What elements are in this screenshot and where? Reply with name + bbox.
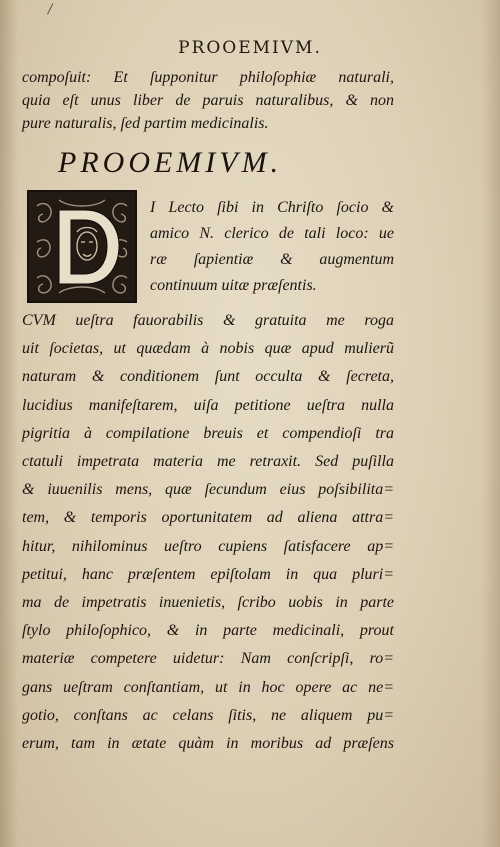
text-line: lucidius manifeſtarem, uiſa petitione ueſtra nulla [22, 396, 394, 414]
text-line: pure naturalis, ſed partim medicinalis. [22, 115, 269, 132]
text-line: quia eſt unus liber de paruis naturalibus, & non [22, 92, 394, 109]
text-line: continuum uitæ præſentis. [150, 277, 317, 294]
text-line: & iuuenilis mens, quæ ſecundum eius poſsibilita= [22, 481, 394, 499]
text-line: materiæ competere uidetur: Nam conſcripſi, ro= [22, 650, 394, 668]
running-head: PROOEMIVM. [178, 38, 322, 58]
text-line: petitui, hanc præſentem epiſtolam in qua pluri= [22, 565, 394, 583]
text-line: CVM ueſtra fauorabilis & gratuita me roga [22, 312, 394, 329]
text-line: erum, tam in ætate quàm in moribus ad præſens [22, 735, 394, 753]
text-line: hitur, nihilominus ueſtro cupiens ſatisfacere ap= [22, 537, 394, 555]
text-line: compoſuit: Et ſupponitur philoſophiæ naturali, [22, 69, 394, 86]
intro-paragraph [22, 66, 394, 135]
text-line: uit ſocietas, ut quædam à nobis quæ apud mulierũ [22, 340, 394, 358]
initial-paragraph [150, 195, 394, 299]
text-line: ctatuli impetrata materia me retraxit. Sed puſilla [22, 453, 394, 471]
text-line: ma de impetratis inuenietis, ſcribo uobis in parte [22, 594, 394, 612]
text-line: naturam & conditionem ſunt occulta & ſecreta, [22, 368, 394, 386]
body-paragraph [22, 307, 394, 758]
text-line: ræ ſapientiæ & augmentum [150, 251, 394, 268]
text-line: amico N. clerico de tali loco: ue [150, 225, 394, 242]
text-line: tem, & temporis oportunitatem ad aliena attra= [22, 509, 394, 527]
text-line: I Lecto ſibi in Chriſto ſocio & [150, 199, 394, 216]
woodcut-initial [27, 190, 137, 303]
text-line: pigritia à compilatione breuis et compendioſi tra [22, 424, 394, 442]
text-line: gans ueſtram conſtantiam, ut in hoc opere ac ne= [22, 678, 394, 696]
section-title: PROOEMIVM. [58, 146, 283, 179]
page-gutter-shadow [0, 0, 18, 847]
text-line: gotio, conſtans ac celans ſitis, ne aliquem pu= [22, 706, 394, 724]
text-line: ſtylo philoſophico, & in parte medicinali, prout [22, 622, 394, 640]
decorative-initial-icon [29, 192, 135, 301]
page-edge-shadow [482, 0, 500, 847]
top-mark: / [48, 2, 53, 17]
